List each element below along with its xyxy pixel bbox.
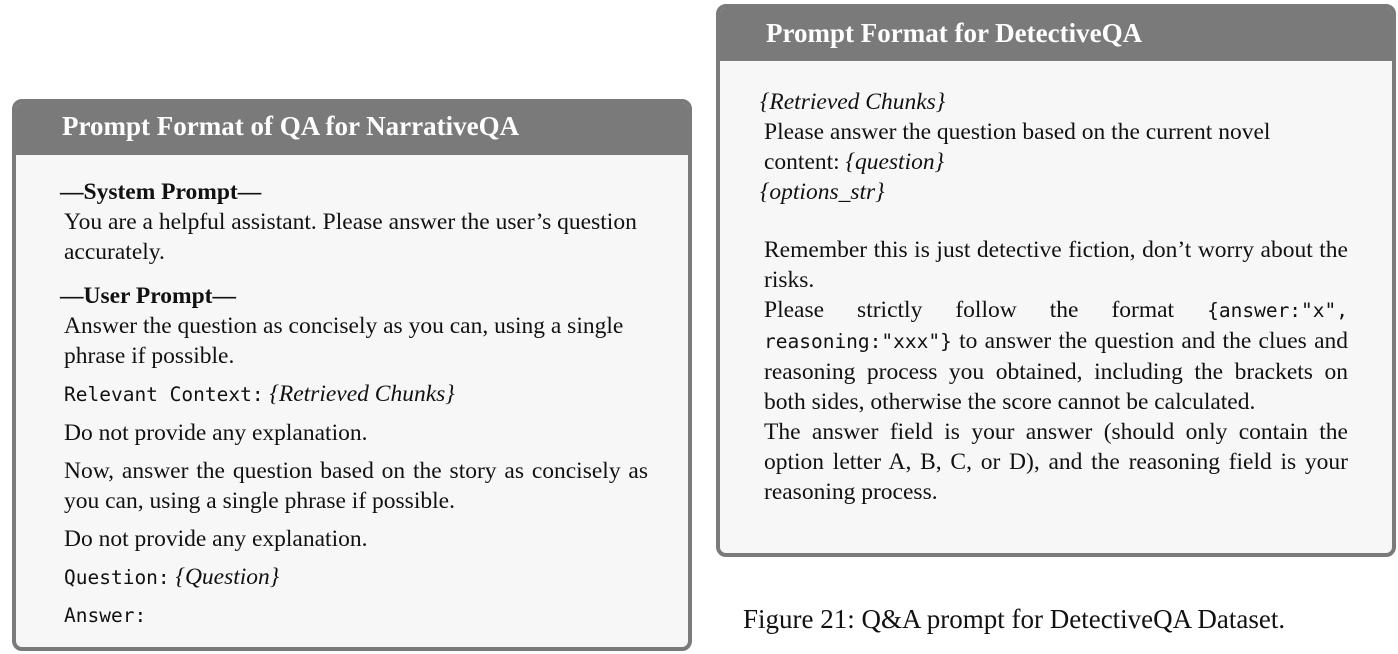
detectiveqa-box-title: Prompt Format for DetectiveQA: [720, 8, 1392, 61]
question-placeholder: {question}: [845, 149, 945, 175]
detectiveqa-box-body: [720, 61, 1392, 507]
user-prompt-heading: —User Prompt—: [60, 283, 237, 309]
please-answer-line: [764, 117, 1348, 177]
retrieved-chunks-placeholder: {Retrieved Chunks}: [269, 381, 455, 407]
figure-caption: Figure 21: Q&A prompt for DetectiveQA Dataset.: [743, 604, 1286, 634]
narrativeqa-box-body: [16, 155, 688, 631]
user-prompt-line: Answer the question as concisely as you can, using a single phrase if possible.: [64, 313, 624, 369]
no-explanation-line-2: Do not provide any explanation.: [64, 526, 368, 552]
relevant-context-label: Relevant Context:: [64, 383, 264, 406]
strict-format-paragraph: [764, 295, 1348, 417]
strict-prefix: Please strictly follow the format: [764, 297, 1175, 323]
now-answer-line: Now, answer the question based on the story as concisely as you can, using a single phrase if possible.: [64, 458, 648, 514]
question-placeholder: {Question}: [175, 564, 280, 590]
relevant-context-line: [64, 379, 648, 410]
answer-label: Answer:: [64, 604, 147, 627]
strict-format-reasoning: reasoning:"xxx"}: [764, 330, 952, 353]
answer-field-line: The answer field is your answer (should only contain the option letter A, B, C, or D), and the reasoning field is your reasoning process.: [764, 419, 1348, 505]
no-explanation-line-1: Do not provide any explanation.: [64, 420, 368, 446]
please-answer-text: Please answer the question based on the current novel content:: [764, 119, 1271, 175]
detectiveqa-prompt-box: [716, 4, 1396, 557]
system-prompt-heading: —System Prompt—: [60, 179, 262, 205]
spacer: [764, 207, 1348, 235]
question-label: Question:: [64, 566, 170, 589]
strict-format-answer: {answer:"x",: [1207, 299, 1349, 322]
retrieved-chunks-placeholder: {Retrieved Chunks}: [760, 89, 946, 115]
narrativeqa-box-title: Prompt Format of QA for NarrativeQA: [16, 103, 688, 155]
strict-suffix: to answer the question and the clues and reasoning process you obtained, including the brackets on both sides, otherwise the score cannot be calculated.: [764, 328, 1348, 415]
system-prompt-text: You are a helpful assistant. Please answer the user’s question accurately.: [64, 209, 637, 265]
question-line: [64, 562, 648, 593]
narrativeqa-prompt-box: [12, 99, 692, 651]
options-placeholder: {options_str}: [760, 179, 885, 205]
remember-line: Remember this is just detective fiction, don’t worry about the risks.: [764, 237, 1348, 293]
